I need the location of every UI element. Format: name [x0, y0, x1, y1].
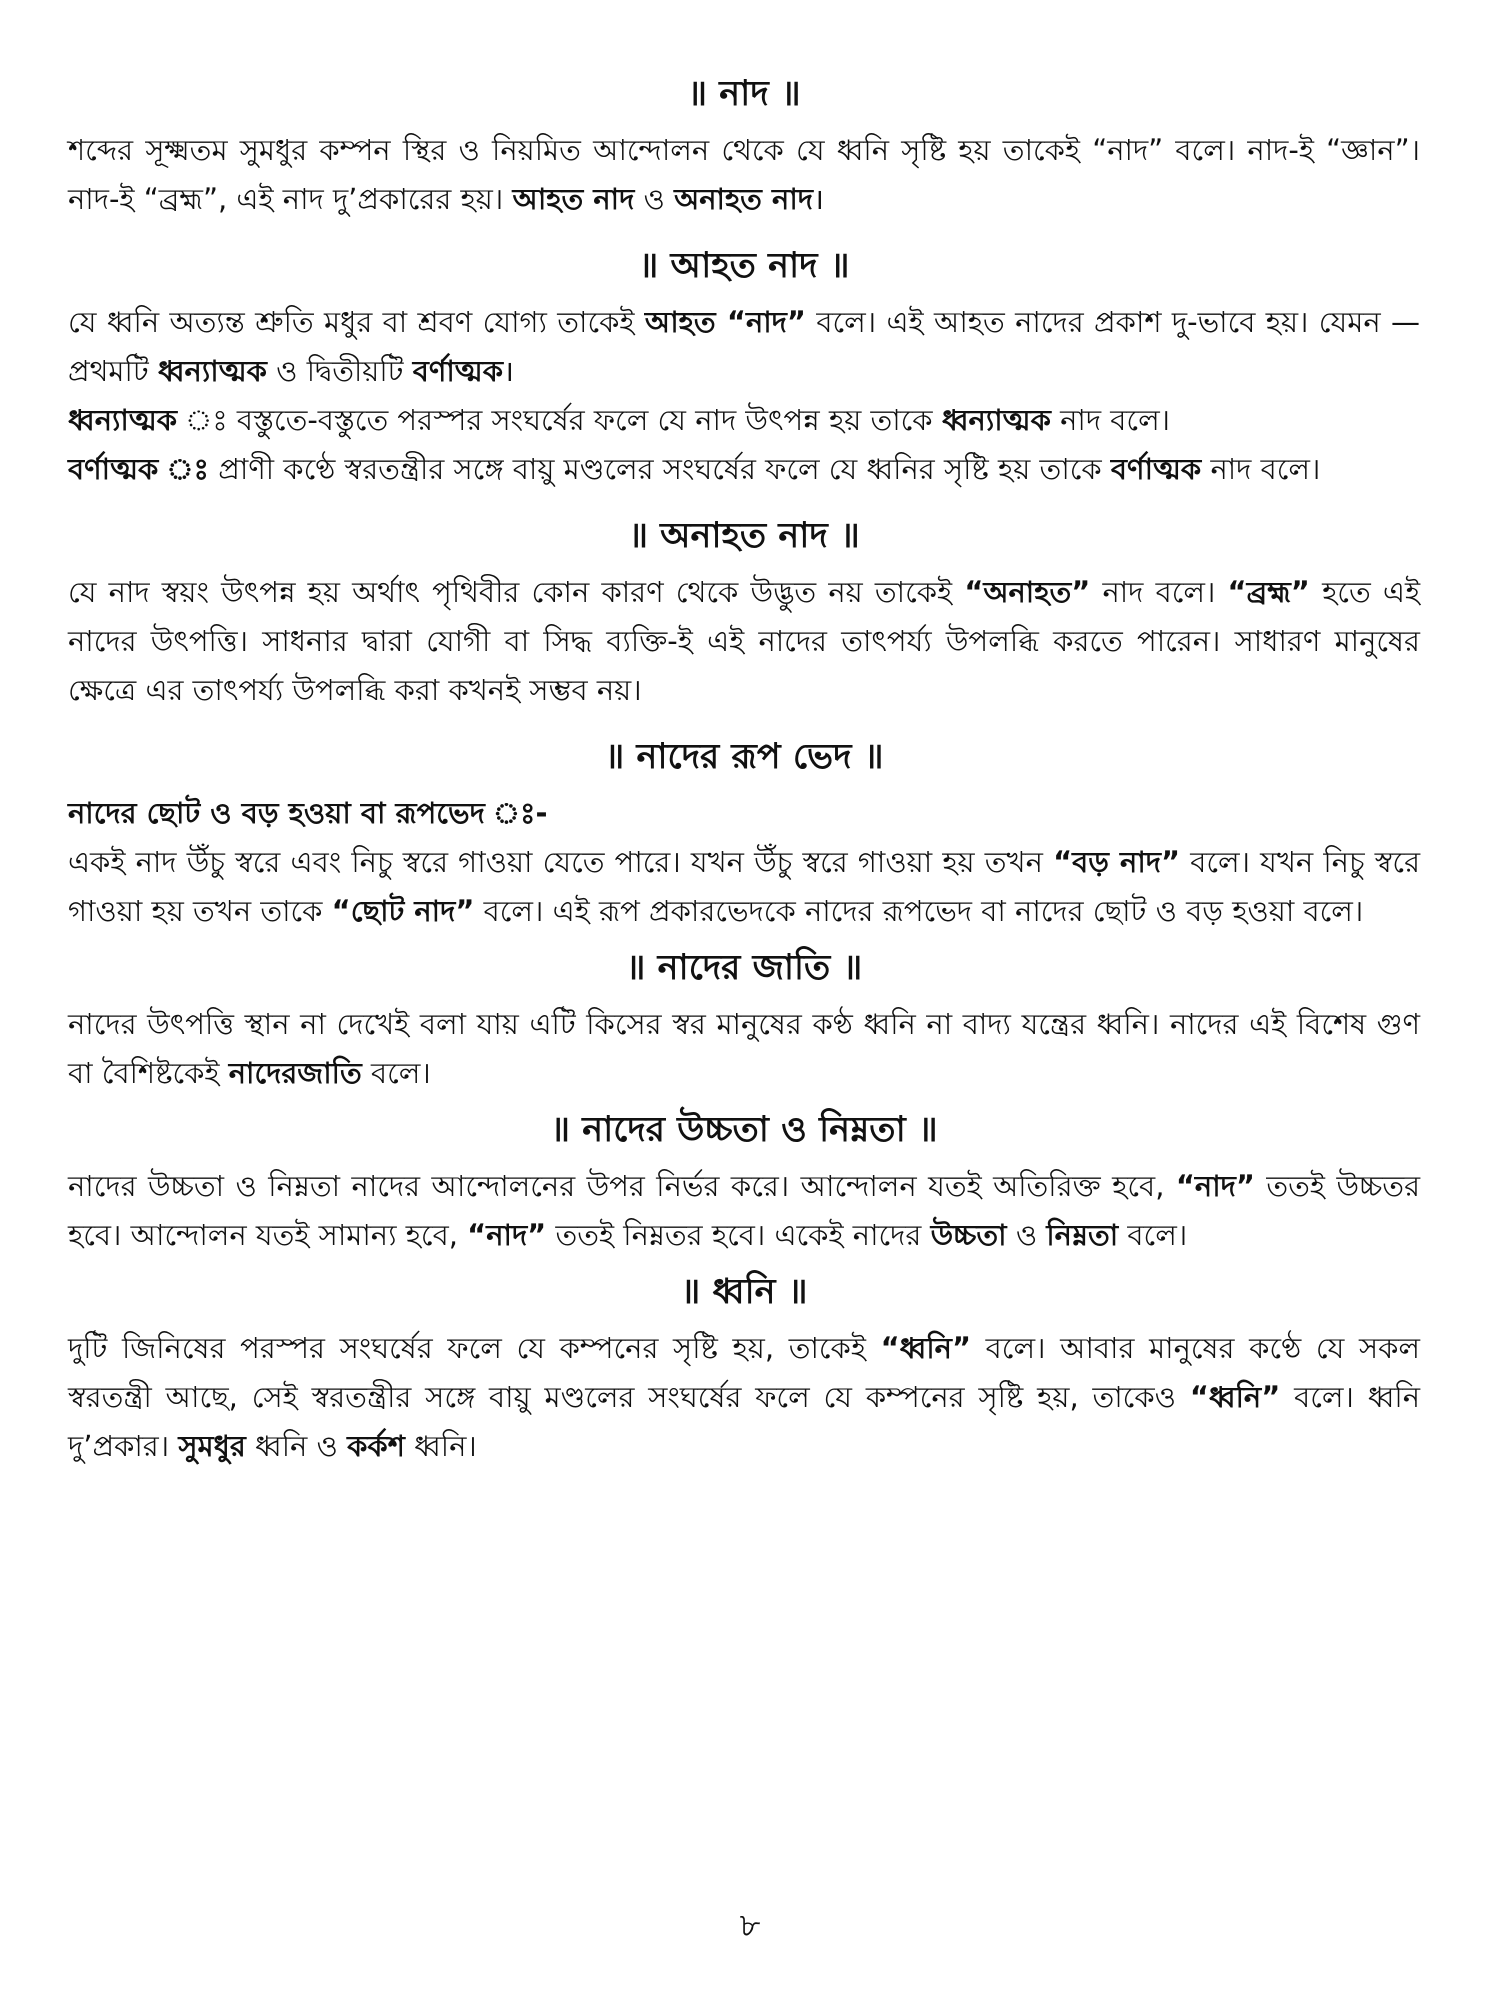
paragraph-rupbhed: একই নাদ উঁচু স্বরে এবং নিচু স্বরে গাওয়া যেতে পারে। যখন উঁচু স্বরে গাওয়া হয় তখন “বড় নাদ” বলে। যখন নিচু স্বরে গাওয়া হয় তখন তাকে “ছোট নাদ” বলে। এই রূপ প্রকারভেদকে নাদের রূপভেদ বা নাদের ছোট ও বড় হওয়া বলে। [68, 845, 1421, 928]
paragraph-jati: নাদের উৎপত্তি স্থান না দেখেই বলা যায় এটি কিসের স্বর মানুষের কণ্ঠ ধ্বনি না বাদ্য যন্ত্রের ধ্বনি। নাদের এই বিশেষ গুণ বা বৈশিষ্টকেই নাদেরজাতি বলে। [68, 1007, 1420, 1090]
heading-nader-jati: ॥ নাদের জাতি ॥ [625, 948, 863, 988]
heading-ahata-nad: ॥ আহত নাদ ॥ [638, 246, 850, 286]
page-number: ৮ [739, 1906, 761, 1944]
paragraph-ucchata: নাদের উচ্চতা ও নিম্নতা নাদের আন্দোলনের উপর নির্ভর করে। আন্দোলন যতই অতিরিক্ত হবে, “নাদ” ততই উচ্চতর হবে। আন্দোলন যতই সামান্য হবে, “নাদ” ততই নিম্নতর হবে। একেই নাদের উচ্চতা ও নিম্নতা বলে। [68, 1169, 1421, 1252]
heading-anahata-nad: ॥ অনাহত নাদ ॥ [628, 516, 860, 556]
paragraph-ahata: যে ধ্বনি অত্যন্ত শ্রুতি মধুর বা শ্রবণ যোগ্য তাকেই আহত “নাদ” বলে। এই আহত নাদের প্রকাশ দু-ভাবে হয়। যেমন — প্রথমটি ধ্বন্যাত্মক ও দ্বিতীয়টি বর্ণাত্মক। [68, 305, 1421, 388]
subheading-rupbhed: নাদের ছোট ও বড় হওয়া বা রূপভেদ ঃ- [68, 796, 548, 830]
paragraph-anahata: যে নাদ স্বয়ং উৎপন্ন হয় অর্থাৎ পৃথিবীর কোন কারণ থেকে উদ্ভুত নয় তাকেই “অনাহত” নাদ বলে। “ব্রহ্ম” হতে এই নাদের উৎপত্তি। সাধনার দ্বারা যোগী বা সিদ্ধ ব্যক্তি-ই এই নাদের তাৎপর্য্য উপলব্ধি করতে পারেন। সাধারণ মানুষের ক্ষেত্রে এর তাৎপর্য্য উপলব্ধি করা কখনই সম্ভব নয়। [68, 575, 1421, 707]
bold-ahata-nad: আহত নাদ [512, 182, 635, 216]
paragraph-dhwani: দুটি জিনিষের পরস্পর সংঘর্ষের ফলে যে কম্পনের সৃষ্টি হয়, তাকেই “ধ্বনি” বলে। আবার মানুষের কণ্ঠে যে সকল স্বরতন্ত্রী আছে, সেই স্বরতন্ত্রীর সঙ্গে বায়ু মণ্ডলের সংঘর্ষের ফলে যে কম্পনের সৃষ্টি হয়, তাকেও “ধ্বনি” বলে। ধ্বনি দু’প্রকার। সুমধুর ধ্বনি ও কর্কশ ধ্বনি। [68, 1331, 1421, 1463]
heading-dhwani: ॥ ধ্বনি ॥ [680, 1272, 808, 1312]
definition-barnatmak: বর্ণাত্মক ঃ প্রাণী কণ্ঠে স্বরতন্ত্রীর সঙ্গে বায়ু মণ্ডলের সংঘর্ষের ফলে যে ধ্বনির সৃষ্টি হয় তাকে বর্ণাত্মক নাদ বলে। [68, 452, 1321, 486]
bold-anahata-nad: অনাহত নাদ [674, 182, 813, 216]
heading-nader-rup-bhed: ॥ নাদের রূপ ভেদ ॥ [604, 737, 884, 777]
definition-dhwanyatmak: ধ্বন্যাত্মক ঃ বস্তুতে-বস্তুতে পরস্পর সংঘর্ষের ফলে যে নাদ উৎপন্ন হয় তাকে ধ্বন্যাত্মক নাদ বলে। [68, 403, 1171, 437]
paragraph-nad: শব্দের সূক্ষ্মতম সুমধুর কম্পন স্থির ও নিয়মিত আন্দোলন থেকে যে ধ্বনি সৃষ্টি হয় তাকেই “নাদ” বলে। নাদ-ই “জ্ঞান”। নাদ-ই “ব্রহ্ম”, এই নাদ দু’প্রকারের হয়। আহত নাদ ও অনাহত নাদ। [68, 133, 1420, 216]
heading-ucchata-nimnata: ॥ নাদের উচ্চতা ও নিম্নতা ॥ [550, 1110, 938, 1150]
heading-nad: ॥ নাদ ॥ [687, 74, 801, 114]
